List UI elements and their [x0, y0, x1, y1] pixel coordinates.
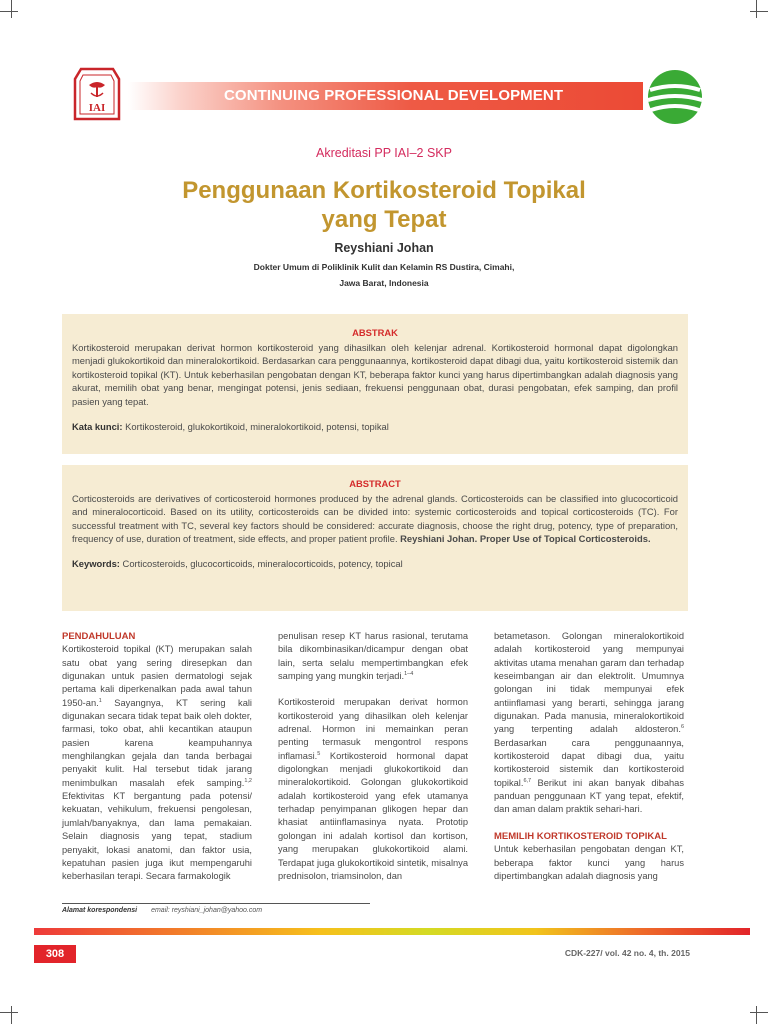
title-line: Penggunaan Kortikosteroid Topikal	[182, 177, 586, 204]
reference: 1–4	[404, 670, 414, 677]
abstract-body: Corticosteroids are derivatives of corticosteroid hormones produced by the adrenal glands. Corticosteroids can be classified into glucocorticoid and mineralocorticoid. Based on its utility, corticosteroids can be divided into: systemic corticosteroids and topical corticosteroids (TC). For successful treatment with TC, several key factors should be considered: accurate diagnosis, choose the right drug, potency, type of preparation, frequency of use, duration of treatment, side effects, and proper patient profile.	[72, 492, 678, 545]
correspondence-label: Alamat korespondensi	[62, 907, 138, 914]
paragraph: penulisan resep KT harus rasional, terutama bila dikombinasikan/dicampur dengan obat lain, serta selalu mempertimbangkan efek samping yang mungkin terjadi.$^{1-4}$	[278, 631, 468, 682]
reference: 6,7	[523, 777, 532, 784]
abstract-text	[72, 492, 678, 546]
paragraph: Kortikosteroid topikal (KT) merupakan salah satu obat yang sering diresepkan dan digunakan untuk pasien dermatologi sejak pertama kali diperkenalkan pada awal tahun 1950-an.$^1$ Sayangnya, KT sering kali digunakan secara tidak tepat baik oleh dokter, farmasi, toko obat, ahli kecantikan ataupun pasien karena keampuhannya menghilangkan gejala dan tanda berbagai penyakit kulit. Hal tersebut tidak jarang menimbulkan masalah efek samping.$^{1,2}$ Efektivitas KT bergantung pada potensi/ kekuatan, vehikulum, frekuensi pengolesan, jumlah/banyaknya, dan lama pemakaian. Selain diagnosis yang tepat, stadium penyakit, lokasi anatomi, dan faktor usia, kepatuhan pasien juga ikut mempengaruhi keberhasilan terapi. Secara farmakologik	[62, 644, 252, 882]
footer-color-bar	[34, 928, 750, 935]
abstrak-keywords	[72, 420, 678, 434]
keywords-label: Keywords:	[72, 557, 120, 569]
body-column-3	[494, 630, 684, 883]
globe-logo-icon	[646, 68, 704, 126]
page-number: 308	[34, 945, 76, 963]
keywords-label: Kata kunci:	[72, 420, 123, 432]
crop-mark	[750, 1012, 768, 1013]
reference: 1,2	[244, 777, 252, 784]
accreditation: Akreditasi PP IAI–2 SKP	[316, 146, 452, 160]
abstract-keywords	[72, 557, 678, 571]
crop-mark	[11, 1006, 12, 1024]
keywords-text: Corticosteroids, glucocorticoids, mineralocorticoids, potency, topical	[119, 557, 403, 569]
author-name: Reyshiani Johan	[334, 241, 434, 255]
abstrak-text: Kortikosteroid merupakan derivat hormon kortikosteroid yang dihasilkan oleh kelenjar adrenal. Kortikosteroid hormonal dapat digolongkan menjadi glukokortikoid dan mineralokortikoid. Berdasarkan cara penggunaannya, kortikosteroid dapat dibagi dua, yaitu kortikosteroid sistemik dan kortikosteroid topikal (KT). Untuk keberhasilan pengobatan dengan KT, beberapa faktor kunci yang harus dipertimbangkan adalah diagnosis yang akurat, memilih obat yang benar, mengingat potensi, jenis sediaan, frekuensi penggunaan obat, durasi pengobatan, efek samping, dan profil pasien yang tepat.	[72, 341, 678, 407]
abstract-heading: ABSTRACT	[349, 478, 401, 489]
crop-mark	[756, 0, 757, 18]
author-affiliation	[0, 259, 768, 291]
reference: 1	[98, 697, 102, 704]
paragraph: Kortikosteroid merupakan derivat hormon kortikosteroid yang dihasilkan oleh kelenjar adrenal. Hormon ini memainkan peran penting termasuk mengontrol respons inflamasi.$^5$ Kortikosteroid hormonal dapat digolongkan menjadi glukokortikoid dan mineralokortikoid. Golongan glukokortikoid adalah kortikosteroid yang efek utamanya terhadap penyimpanan glikogen hepar dan khasiat antiinflamasinya nyata. Prototip golongan ini adalah kortisol dan kortison, yang merupakan glukokortikoid alami. Terdapat juga glukokortikoid sintetik, misalnya prednisolon, triamsinolon, dan	[278, 697, 468, 881]
correspondence	[62, 907, 262, 914]
cpd-banner: CONTINUING PROFESSIONAL DEVELOPMENT	[128, 82, 643, 110]
paragraph: Untuk keberhasilan pengobatan dengan KT, beberapa faktor kunci yang harus dipertimbangkan adalah diagnosis yang	[494, 844, 684, 881]
paragraph: betametason. Golongan mineralokortikoid adalah kortikosteroid yang mempunyai aktivitas utama menahan garam dan terhadap keseimbangan air dan elektrolit. Umumnya golongan ini tidak mempunyai efek antiinflamasi yang berarti, sehingga jarang digunakan. Pada manusia, mineralokortikoid yang terpenting adalah aldosteron.$^6$ Berdasarkan cara penggunaannya, kortikosteroid dapat dibagi dua, yaitu kortikosteroid sistemik dan kortikosteroid topikal.$^{6,7}$ Berikut ini akan banyak dibahas panduan penggunaan KT yang tepat, efektif, dan aman dalam praktik sehari-hari.	[494, 631, 684, 815]
reference: 5	[317, 750, 321, 757]
page-title	[0, 176, 768, 234]
divider	[62, 903, 370, 904]
affiliation-line: Jawa Barat, Indonesia	[339, 278, 429, 288]
crop-mark	[11, 0, 12, 18]
abstrak-heading: ABSTRAK	[352, 327, 398, 338]
body-column-1	[62, 630, 252, 884]
crop-mark	[756, 1006, 757, 1024]
crop-mark	[750, 11, 768, 12]
body-column-2	[278, 630, 468, 883]
crop-mark	[0, 11, 18, 12]
iai-logo-text: IAI	[88, 102, 106, 114]
abstract-citation: Reyshiani Johan. Proper Use of Topical Corticosteroids.	[400, 533, 651, 545]
affiliation-line: Dokter Umum di Poliklinik Kulit dan Kelamin RS Dustira, Cimahi,	[253, 262, 515, 272]
title-line: yang Tepat	[321, 206, 447, 233]
correspondence-email: email: reyshiani_johan@yahoo.com	[151, 907, 263, 914]
keywords-text: Kortikosteroid, glukokortikoid, mineralokortikoid, potensi, topikal	[122, 420, 389, 432]
reference: 6	[680, 724, 684, 731]
section-heading: MEMILIH KORTIKOSTEROID TOPIKAL	[494, 830, 667, 842]
crop-mark	[0, 1012, 18, 1013]
abstrak-box	[62, 314, 688, 454]
iai-logo-icon	[73, 67, 121, 123]
abstract-box	[62, 465, 688, 611]
journal-info: CDK-227/ vol. 42 no. 4, th. 2015	[564, 948, 690, 958]
section-heading: PENDAHULUAN	[62, 631, 136, 642]
